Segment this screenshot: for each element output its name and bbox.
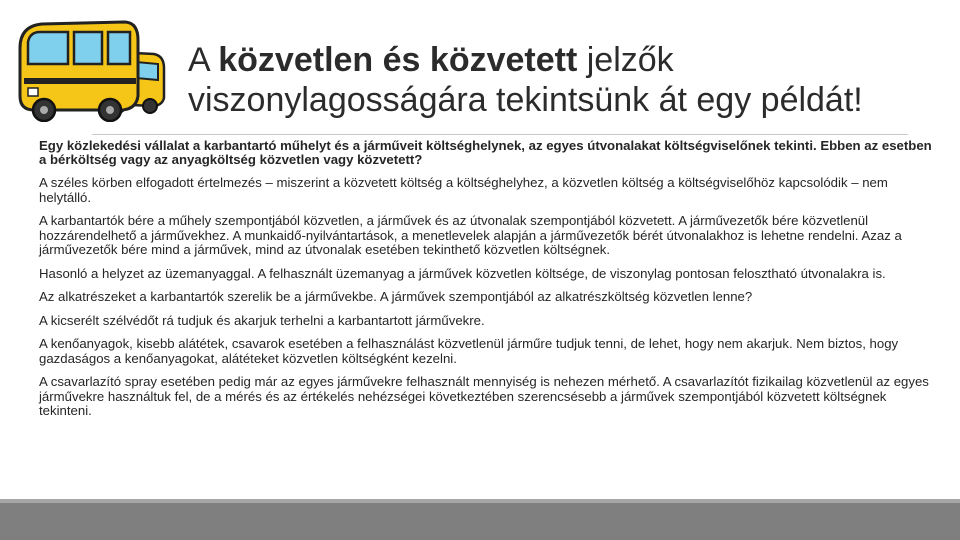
paragraph-question: Egy közlekedési vállalat a karbantartó műhelyt és a járműveit költséghelynek, az egyes útvonalakat költségviselőnek tekinti. Ebben az esetben a bérköltség vagy az anyagköltség közvetlen vagy közvetett? bbox=[39, 138, 932, 167]
school-bus-icon bbox=[10, 14, 168, 122]
paragraph-fuel: Hasonló a helyzet az üzemanyaggal. A felhasznált üzemanyag a járművek közvetlen költsége, de viszonylag pontosan felosztható útvonalakra is. bbox=[39, 265, 886, 281]
paragraph-wages: A karbantartók bére a műhely szempontjából közvetlen, a járművek és az útvonalak szempontjából közvetett. A járművezetők bére közvetlenül hozzárendelhető a járművekhez. A munkaidő-nyilvántartások, a menetlevelek alapján a járművezetők bérét útvonalakhoz is lehetne rendelni. Azaz a járművezetők bére mind a járművek, mind az útvonalak esetében tekinthető közvetlen költségnek. bbox=[39, 213, 902, 257]
title-part2: jelzők viszonylagosságára tekintsünk át egy példát! bbox=[188, 41, 863, 119]
title-part1: A bbox=[188, 41, 219, 79]
title-divider bbox=[92, 134, 908, 135]
paragraph-lubricants: A kenőanyagok, kisebb alátétek, csavarok esetében a felhasználást közvetlenül járműre tudjuk tenni, de lehet, hogy nem akarjuk. Nem biztos, hogy gazdaságos a kenőanyagokat, alátéteket közvetlen költségként kezelni. bbox=[39, 336, 899, 366]
title-bold: közvetlen és közvetett bbox=[218, 41, 578, 79]
body-text bbox=[39, 139, 932, 428]
paragraph-spray: A csavarlazító spray esetében pedig már az egyes járművekre felhasznált mennyiség is nehezen mérhető. A csavarlazítót fizikailag közvetlenül az egyes járművekre használtuk fel, de a mérés és az értékelés nehézségei következtében szerencsésebb a járművek szempontjából közvetett költségnek tekinteni. bbox=[39, 374, 929, 418]
paragraph-parts: Az alkatrészeket a karbantartók szerelik be a járművekbe. A járművek szempontjából az alkatrészköltség közvetlen lenne? bbox=[39, 289, 753, 304]
paragraph-windshield: A kicserélt szélvédőt rá tudjuk és akarjuk terhelni a karbantartott járművekre. bbox=[39, 312, 485, 328]
footer-band bbox=[0, 503, 960, 540]
paragraph-interpretation: A széles körben elfogadott értelmezés – miszerint a közvetett költség a költséghelyhez, a közvetlen költség a költségviselőhöz kapcsolódik – nem helytálló. bbox=[39, 175, 888, 205]
slide-title bbox=[188, 40, 948, 120]
